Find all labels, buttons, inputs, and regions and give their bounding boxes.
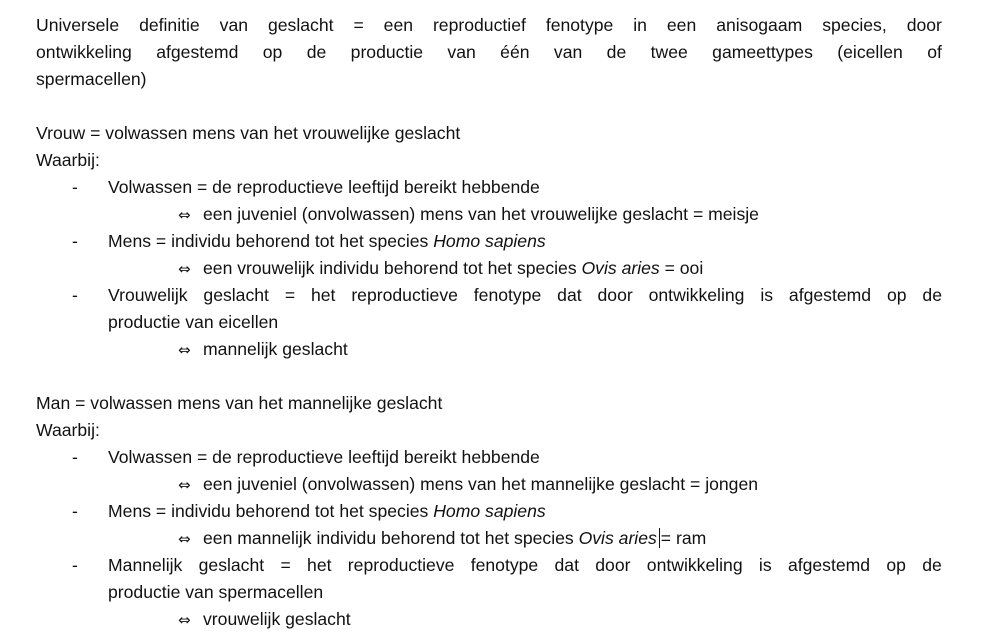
vrouw-item-volwassen — [72, 174, 540, 200]
contrast-text: een juveniel (onvolwassen) mens van het mannelijke geslacht = jongen — [203, 474, 759, 494]
word: op — [886, 285, 907, 305]
man-item-text: Volwassen = de reproductieve leeftijd bereikt hebbende — [108, 447, 540, 467]
man-contrast-mens — [178, 525, 706, 551]
word: is — [760, 285, 774, 305]
double-arrow-icon: ⇔ — [178, 206, 191, 224]
word: een — [666, 15, 697, 35]
vrouw-item-mens — [72, 228, 546, 254]
word: dat — [557, 285, 582, 305]
word: species, — [822, 15, 887, 35]
word: een — [383, 15, 414, 35]
list-dash: - — [72, 447, 78, 467]
man-heading: Man = volwassen mens van het mannelijke geslacht — [36, 393, 443, 413]
word: door — [906, 15, 942, 35]
vrouw-item-geslacht-line-2: productie van eicellen — [108, 312, 279, 332]
word: Universele — [36, 15, 120, 35]
word: productie — [350, 42, 424, 62]
word: geslacht — [203, 285, 269, 305]
double-arrow-icon: ⇔ — [178, 260, 191, 278]
species-name: Ovis aries — [578, 528, 657, 548]
word: ontwikkeling — [646, 555, 743, 575]
word: de — [606, 42, 627, 62]
man-item-geslacht-line-2: productie van spermacellen — [108, 582, 324, 602]
definition-line-2 — [36, 39, 942, 65]
text-cursor — [659, 528, 660, 548]
word: reproductief — [432, 15, 526, 35]
word: afgestemd — [787, 555, 871, 575]
man-contrast-geslacht — [178, 606, 351, 632]
word: dat — [554, 555, 579, 575]
word: van — [553, 42, 583, 62]
vrouw-waarbij: Waarbij: — [36, 150, 100, 170]
vrouw-item-text: Mens = individu behorend tot het species — [108, 231, 434, 251]
word: afgestemd — [156, 42, 239, 62]
word: geslacht — [198, 555, 265, 575]
word: is — [758, 555, 772, 575]
list-dash: - — [72, 555, 78, 575]
word: of — [927, 42, 942, 62]
word: gameettypes — [712, 42, 813, 62]
word: het — [310, 285, 336, 305]
word: reproductieve — [351, 285, 458, 305]
word: in — [633, 15, 647, 35]
vrouw-contrast-volwassen — [178, 201, 759, 227]
double-arrow-icon: ⇔ — [178, 341, 191, 359]
definition-line-3: spermacellen) — [36, 69, 147, 89]
word: = — [284, 285, 296, 305]
word: door — [595, 555, 631, 575]
vrouw-heading: Vrouw = volwassen mens van het vrouwelijke geslacht — [36, 123, 461, 143]
word: van — [219, 15, 249, 35]
contrast-result: = ram — [660, 528, 707, 548]
word: ontwikkeling — [36, 42, 132, 62]
contrast-result: = ooi — [659, 258, 704, 278]
man-item-geslacht-line-1 — [108, 552, 942, 578]
list-dash: - — [72, 231, 78, 251]
word: fenotype — [545, 15, 614, 35]
vrouw-item-text: Volwassen = de reproductieve leeftijd bereikt hebbende — [108, 177, 540, 197]
double-arrow-icon: ⇔ — [178, 530, 191, 548]
double-arrow-icon: ⇔ — [178, 611, 191, 629]
list-dash: - — [72, 285, 78, 305]
word: van — [447, 42, 476, 62]
man-waarbij: Waarbij: — [36, 420, 100, 440]
man-item-text: Mens = individu behorend tot het species — [108, 501, 434, 521]
word: het — [307, 555, 332, 575]
word: de — [922, 555, 942, 575]
word: fenotype — [473, 285, 542, 305]
contrast-text: mannelijk geslacht — [203, 339, 348, 359]
word: op — [262, 42, 283, 62]
word: = — [280, 555, 291, 575]
word: definitie — [139, 15, 200, 35]
word: afgestemd — [788, 285, 872, 305]
word: ontwikkeling — [648, 285, 745, 305]
word: twee — [650, 42, 688, 62]
word: Vrouwelijk — [108, 285, 188, 305]
contrast-text: vrouwelijk geslacht — [203, 609, 351, 629]
contrast-text: een vrouwelijk individu behorend tot het species — [203, 258, 582, 278]
definition-line-1 — [36, 12, 942, 38]
word: geslacht — [267, 15, 334, 35]
word: de — [922, 285, 942, 305]
word: op — [886, 555, 906, 575]
word: reproductieve — [347, 555, 455, 575]
list-dash: - — [72, 501, 78, 521]
contrast-text: een juveniel (onvolwassen) mens van het vrouwelijke geslacht = meisje — [203, 204, 759, 224]
double-arrow-icon: ⇔ — [178, 476, 191, 494]
word: door — [597, 285, 633, 305]
contrast-text: een mannelijk individu behorend tot het species — [203, 528, 579, 548]
man-item-mens — [72, 498, 546, 524]
vrouw-item-geslacht-line-1 — [108, 282, 942, 308]
word: = — [353, 15, 364, 35]
man-contrast-volwassen — [178, 471, 758, 497]
word: (eicellen — [837, 42, 903, 62]
species-name: Homo sapiens — [433, 231, 546, 251]
word: anisogaam — [716, 15, 803, 35]
word: de — [306, 42, 327, 62]
word: fenotype — [470, 555, 539, 575]
man-item-volwassen — [72, 444, 540, 470]
list-dash: - — [72, 177, 78, 197]
species-name: Ovis aries — [581, 258, 660, 278]
vrouw-contrast-geslacht — [178, 336, 348, 362]
word: één — [500, 42, 530, 62]
word: Mannelijk — [108, 555, 183, 575]
vrouw-contrast-mens — [178, 255, 703, 281]
species-name: Homo sapiens — [433, 501, 546, 521]
